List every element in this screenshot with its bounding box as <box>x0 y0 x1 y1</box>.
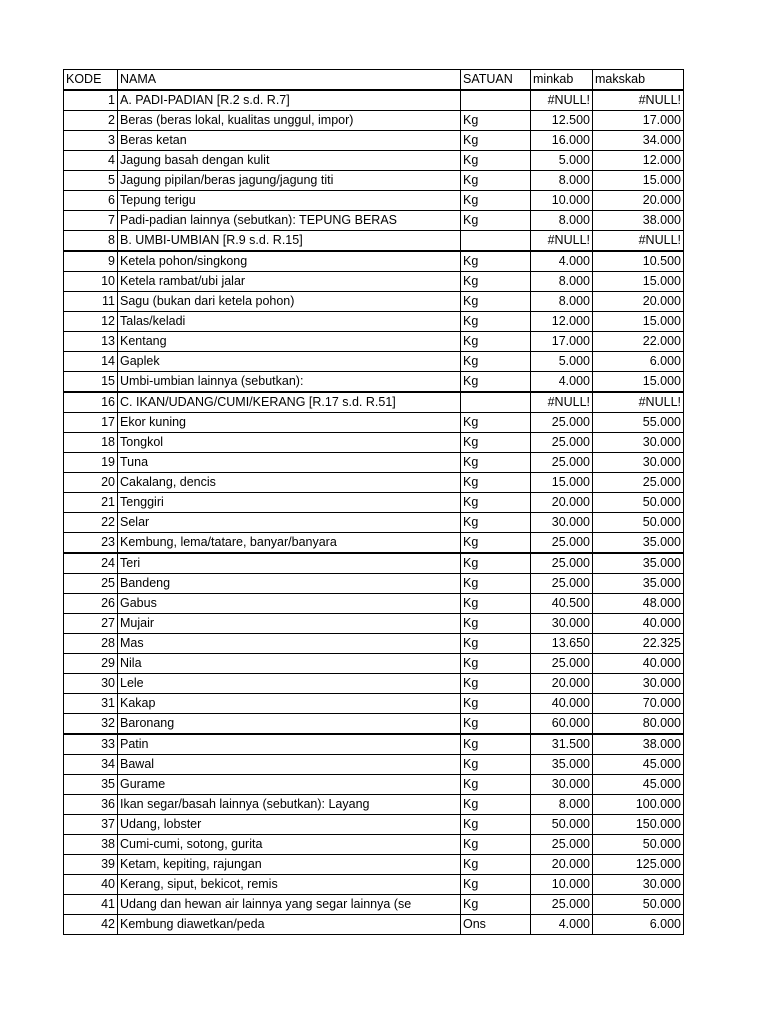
cell-satuan: Kg <box>461 574 531 594</box>
table-row <box>64 171 684 191</box>
cell-satuan: Kg <box>461 553 531 574</box>
cell-nama: Lele <box>118 674 461 694</box>
cell-satuan: Kg <box>461 292 531 312</box>
cell-nama: Bandeng <box>118 574 461 594</box>
cell-kode: 11 <box>64 292 118 312</box>
cell-nama: Jagung pipilan/beras jagung/jagung titi <box>118 171 461 191</box>
cell-makskab: 40.000 <box>593 614 684 634</box>
cell-minkab: 25.000 <box>531 574 593 594</box>
cell-kode: 40 <box>64 875 118 895</box>
cell-satuan: Kg <box>461 895 531 915</box>
cell-nama: Ikan segar/basah lainnya (sebutkan): Layang <box>118 795 461 815</box>
cell-minkab: 12.000 <box>531 312 593 332</box>
cell-kode: 8 <box>64 231 118 252</box>
cell-minkab: 40.000 <box>531 694 593 714</box>
cell-satuan: Kg <box>461 211 531 231</box>
cell-minkab: 31.500 <box>531 734 593 755</box>
table-row <box>64 654 684 674</box>
cell-makskab: 15.000 <box>593 372 684 393</box>
header-nama: NAMA <box>118 70 461 91</box>
cell-kode: 29 <box>64 654 118 674</box>
cell-makskab: 6.000 <box>593 352 684 372</box>
cell-satuan: Kg <box>461 714 531 735</box>
cell-kode: 22 <box>64 513 118 533</box>
cell-nama: Mujair <box>118 614 461 634</box>
table-row <box>64 775 684 795</box>
cell-makskab: 15.000 <box>593 312 684 332</box>
cell-kode: 10 <box>64 272 118 292</box>
table-row <box>64 352 684 372</box>
cell-minkab: 20.000 <box>531 674 593 694</box>
cell-minkab: 50.000 <box>531 815 593 835</box>
cell-satuan: Kg <box>461 594 531 614</box>
cell-satuan: Kg <box>461 755 531 775</box>
cell-minkab: 4.000 <box>531 251 593 272</box>
table-row <box>64 795 684 815</box>
cell-nama: Kembung, lema/tatare, banyar/banyara <box>118 533 461 554</box>
header-row <box>64 70 684 91</box>
cell-nama: Kembung diawetkan/peda <box>118 915 461 935</box>
header-satuan: SATUAN <box>461 70 531 91</box>
cell-minkab: 13.650 <box>531 634 593 654</box>
cell-minkab: #NULL! <box>531 231 593 252</box>
cell-minkab: 8.000 <box>531 292 593 312</box>
cell-satuan: Kg <box>461 332 531 352</box>
cell-minkab: 25.000 <box>531 654 593 674</box>
cell-satuan: Kg <box>461 815 531 835</box>
header-minkab: minkab <box>531 70 593 91</box>
cell-makskab: 25.000 <box>593 473 684 493</box>
cell-nama: Tenggiri <box>118 493 461 513</box>
cell-minkab: 5.000 <box>531 352 593 372</box>
header-makskab: makskab <box>593 70 684 91</box>
header-kode: KODE <box>64 70 118 91</box>
table-row <box>64 332 684 352</box>
cell-nama: Udang dan hewan air lainnya yang segar lainnya (se <box>118 895 461 915</box>
cell-kode: 18 <box>64 433 118 453</box>
cell-kode: 5 <box>64 171 118 191</box>
table-row <box>64 272 684 292</box>
cell-kode: 26 <box>64 594 118 614</box>
cell-nama: Kerang, siput, bekicot, remis <box>118 875 461 895</box>
cell-satuan: Kg <box>461 372 531 393</box>
cell-nama: Padi-padian lainnya (sebutkan): TEPUNG BERAS <box>118 211 461 231</box>
cell-kode: 31 <box>64 694 118 714</box>
cell-kode: 13 <box>64 332 118 352</box>
cell-makskab: #NULL! <box>593 90 684 111</box>
cell-nama: Gaplek <box>118 352 461 372</box>
cell-satuan: Kg <box>461 251 531 272</box>
cell-makskab: 70.000 <box>593 694 684 714</box>
cell-makskab: 150.000 <box>593 815 684 835</box>
cell-minkab: 25.000 <box>531 413 593 433</box>
cell-nama: Patin <box>118 734 461 755</box>
cell-kode: 33 <box>64 734 118 755</box>
cell-satuan: Kg <box>461 111 531 131</box>
cell-makskab: 48.000 <box>593 594 684 614</box>
cell-satuan: Kg <box>461 533 531 554</box>
cell-nama: A. PADI-PADIAN [R.2 s.d. R.7] <box>118 90 461 111</box>
cell-makskab: #NULL! <box>593 392 684 413</box>
cell-kode: 36 <box>64 795 118 815</box>
cell-nama: Talas/keladi <box>118 312 461 332</box>
cell-satuan: Kg <box>461 272 531 292</box>
cell-satuan: Kg <box>461 634 531 654</box>
table-row <box>64 453 684 473</box>
cell-nama: Gurame <box>118 775 461 795</box>
cell-makskab: 10.500 <box>593 251 684 272</box>
cell-nama: Jagung basah dengan kulit <box>118 151 461 171</box>
cell-nama: Gabus <box>118 594 461 614</box>
cell-minkab: 8.000 <box>531 795 593 815</box>
cell-minkab: 8.000 <box>531 171 593 191</box>
cell-kode: 38 <box>64 835 118 855</box>
cell-kode: 14 <box>64 352 118 372</box>
cell-satuan: Kg <box>461 413 531 433</box>
cell-kode: 16 <box>64 392 118 413</box>
cell-makskab: 20.000 <box>593 292 684 312</box>
cell-nama: Beras (beras lokal, kualitas unggul, impor) <box>118 111 461 131</box>
cell-makskab: 30.000 <box>593 875 684 895</box>
cell-minkab: 10.000 <box>531 191 593 211</box>
cell-makskab: 38.000 <box>593 734 684 755</box>
cell-satuan: Kg <box>461 352 531 372</box>
cell-minkab: 35.000 <box>531 755 593 775</box>
cell-nama: Ketela rambat/ubi jalar <box>118 272 461 292</box>
cell-satuan: Kg <box>461 131 531 151</box>
cell-makskab: 45.000 <box>593 755 684 775</box>
cell-minkab: 5.000 <box>531 151 593 171</box>
cell-nama: Teri <box>118 553 461 574</box>
cell-minkab: 25.000 <box>531 895 593 915</box>
cell-nama: Bawal <box>118 755 461 775</box>
table-row <box>64 392 684 413</box>
cell-satuan: Kg <box>461 473 531 493</box>
table-row <box>64 895 684 915</box>
cell-nama: Tepung terigu <box>118 191 461 211</box>
cell-minkab: 10.000 <box>531 875 593 895</box>
cell-makskab: 50.000 <box>593 895 684 915</box>
cell-kode: 20 <box>64 473 118 493</box>
cell-makskab: 30.000 <box>593 433 684 453</box>
cell-makskab: 38.000 <box>593 211 684 231</box>
cell-minkab: 15.000 <box>531 473 593 493</box>
cell-satuan: Kg <box>461 734 531 755</box>
table-row <box>64 533 684 554</box>
cell-kode: 12 <box>64 312 118 332</box>
table-row <box>64 413 684 433</box>
cell-makskab: 30.000 <box>593 453 684 473</box>
cell-satuan: Kg <box>461 795 531 815</box>
cell-minkab: 8.000 <box>531 211 593 231</box>
cell-nama: Kakap <box>118 694 461 714</box>
table-row <box>64 513 684 533</box>
cell-nama: Ketam, kepiting, rajungan <box>118 855 461 875</box>
cell-nama: B. UMBI-UMBIAN [R.9 s.d. R.15] <box>118 231 461 252</box>
table-row <box>64 90 684 111</box>
cell-satuan: Kg <box>461 191 531 211</box>
cell-kode: 17 <box>64 413 118 433</box>
cell-nama: Ekor kuning <box>118 413 461 433</box>
cell-kode: 15 <box>64 372 118 393</box>
cell-nama: Tongkol <box>118 433 461 453</box>
cell-kode: 2 <box>64 111 118 131</box>
table-row <box>64 694 684 714</box>
cell-nama: Cumi-cumi, sotong, gurita <box>118 835 461 855</box>
cell-makskab: 50.000 <box>593 513 684 533</box>
cell-makskab: 40.000 <box>593 654 684 674</box>
cell-nama: Ketela pohon/singkong <box>118 251 461 272</box>
cell-nama: Nila <box>118 654 461 674</box>
cell-minkab: 12.500 <box>531 111 593 131</box>
table-row <box>64 292 684 312</box>
cell-minkab: 60.000 <box>531 714 593 735</box>
cell-makskab: 30.000 <box>593 674 684 694</box>
cell-satuan: Kg <box>461 694 531 714</box>
table-row <box>64 493 684 513</box>
cell-satuan: Kg <box>461 674 531 694</box>
table-row <box>64 734 684 755</box>
cell-makskab: 50.000 <box>593 493 684 513</box>
cell-nama: Tuna <box>118 453 461 473</box>
cell-makskab: 80.000 <box>593 714 684 735</box>
cell-makskab: 22.000 <box>593 332 684 352</box>
cell-kode: 34 <box>64 755 118 775</box>
cell-makskab: 20.000 <box>593 191 684 211</box>
table-row <box>64 574 684 594</box>
table-row <box>64 815 684 835</box>
cell-minkab: 25.000 <box>531 533 593 554</box>
table-row <box>64 915 684 935</box>
table-row <box>64 674 684 694</box>
cell-satuan: Kg <box>461 513 531 533</box>
table-row <box>64 855 684 875</box>
cell-minkab: #NULL! <box>531 392 593 413</box>
cell-satuan: Kg <box>461 614 531 634</box>
cell-minkab: 8.000 <box>531 272 593 292</box>
table-row <box>64 151 684 171</box>
cell-minkab: 30.000 <box>531 775 593 795</box>
table-row <box>64 473 684 493</box>
cell-minkab: #NULL! <box>531 90 593 111</box>
cell-kode: 19 <box>64 453 118 473</box>
cell-satuan <box>461 90 531 111</box>
table-row <box>64 231 684 252</box>
cell-satuan: Kg <box>461 775 531 795</box>
cell-makskab: 55.000 <box>593 413 684 433</box>
cell-nama: Kentang <box>118 332 461 352</box>
table-row <box>64 433 684 453</box>
cell-makskab: 45.000 <box>593 775 684 795</box>
cell-satuan: Kg <box>461 453 531 473</box>
cell-makskab: 34.000 <box>593 131 684 151</box>
table-row <box>64 131 684 151</box>
cell-satuan: Kg <box>461 171 531 191</box>
cell-makskab: 17.000 <box>593 111 684 131</box>
cell-minkab: 4.000 <box>531 915 593 935</box>
cell-nama: Mas <box>118 634 461 654</box>
cell-makskab: 15.000 <box>593 272 684 292</box>
cell-minkab: 30.000 <box>531 513 593 533</box>
cell-minkab: 4.000 <box>531 372 593 393</box>
table-row <box>64 372 684 393</box>
cell-kode: 21 <box>64 493 118 513</box>
cell-minkab: 30.000 <box>531 614 593 634</box>
cell-satuan: Kg <box>461 312 531 332</box>
cell-kode: 4 <box>64 151 118 171</box>
cell-kode: 41 <box>64 895 118 915</box>
cell-makskab: 50.000 <box>593 835 684 855</box>
cell-makskab: 35.000 <box>593 533 684 554</box>
cell-kode: 25 <box>64 574 118 594</box>
cell-satuan <box>461 392 531 413</box>
cell-minkab: 40.500 <box>531 594 593 614</box>
cell-satuan: Kg <box>461 433 531 453</box>
table-body <box>64 90 684 935</box>
cell-satuan: Kg <box>461 493 531 513</box>
cell-kode: 30 <box>64 674 118 694</box>
cell-kode: 24 <box>64 553 118 574</box>
cell-kode: 28 <box>64 634 118 654</box>
cell-satuan: Kg <box>461 855 531 875</box>
cell-satuan: Kg <box>461 654 531 674</box>
cell-nama: Beras ketan <box>118 131 461 151</box>
table-row <box>64 875 684 895</box>
cell-kode: 32 <box>64 714 118 735</box>
cell-makskab: 22.325 <box>593 634 684 654</box>
cell-kode: 3 <box>64 131 118 151</box>
table-row <box>64 211 684 231</box>
table-row <box>64 835 684 855</box>
cell-satuan: Ons <box>461 915 531 935</box>
cell-makskab: 15.000 <box>593 171 684 191</box>
cell-satuan: Kg <box>461 835 531 855</box>
cell-makskab: 35.000 <box>593 553 684 574</box>
cell-minkab: 16.000 <box>531 131 593 151</box>
cell-makskab: #NULL! <box>593 231 684 252</box>
cell-nama: Udang, lobster <box>118 815 461 835</box>
cell-nama: Selar <box>118 513 461 533</box>
price-table <box>63 69 684 935</box>
cell-makskab: 12.000 <box>593 151 684 171</box>
cell-makskab: 125.000 <box>593 855 684 875</box>
table-row <box>64 634 684 654</box>
cell-kode: 42 <box>64 915 118 935</box>
cell-makskab: 6.000 <box>593 915 684 935</box>
cell-kode: 9 <box>64 251 118 272</box>
cell-satuan: Kg <box>461 875 531 895</box>
table-row <box>64 614 684 634</box>
cell-minkab: 25.000 <box>531 553 593 574</box>
cell-nama: Sagu (bukan dari ketela pohon) <box>118 292 461 312</box>
table-row <box>64 594 684 614</box>
cell-kode: 27 <box>64 614 118 634</box>
cell-minkab: 17.000 <box>531 332 593 352</box>
table-row <box>64 755 684 775</box>
table-row <box>64 312 684 332</box>
cell-kode: 37 <box>64 815 118 835</box>
cell-kode: 7 <box>64 211 118 231</box>
cell-nama: Umbi-umbian lainnya (sebutkan): <box>118 372 461 393</box>
cell-kode: 1 <box>64 90 118 111</box>
cell-kode: 35 <box>64 775 118 795</box>
cell-minkab: 25.000 <box>531 453 593 473</box>
table-row <box>64 714 684 735</box>
table-row <box>64 553 684 574</box>
cell-satuan <box>461 231 531 252</box>
cell-kode: 39 <box>64 855 118 875</box>
table-row <box>64 251 684 272</box>
table-row <box>64 191 684 211</box>
cell-nama: Baronang <box>118 714 461 735</box>
cell-satuan: Kg <box>461 151 531 171</box>
cell-nama: Cakalang, dencis <box>118 473 461 493</box>
cell-makskab: 35.000 <box>593 574 684 594</box>
cell-minkab: 20.000 <box>531 493 593 513</box>
cell-makskab: 100.000 <box>593 795 684 815</box>
table-row <box>64 111 684 131</box>
cell-minkab: 20.000 <box>531 855 593 875</box>
cell-nama: C. IKAN/UDANG/CUMI/KERANG [R.17 s.d. R.51] <box>118 392 461 413</box>
cell-kode: 6 <box>64 191 118 211</box>
cell-minkab: 25.000 <box>531 835 593 855</box>
cell-minkab: 25.000 <box>531 433 593 453</box>
cell-kode: 23 <box>64 533 118 554</box>
